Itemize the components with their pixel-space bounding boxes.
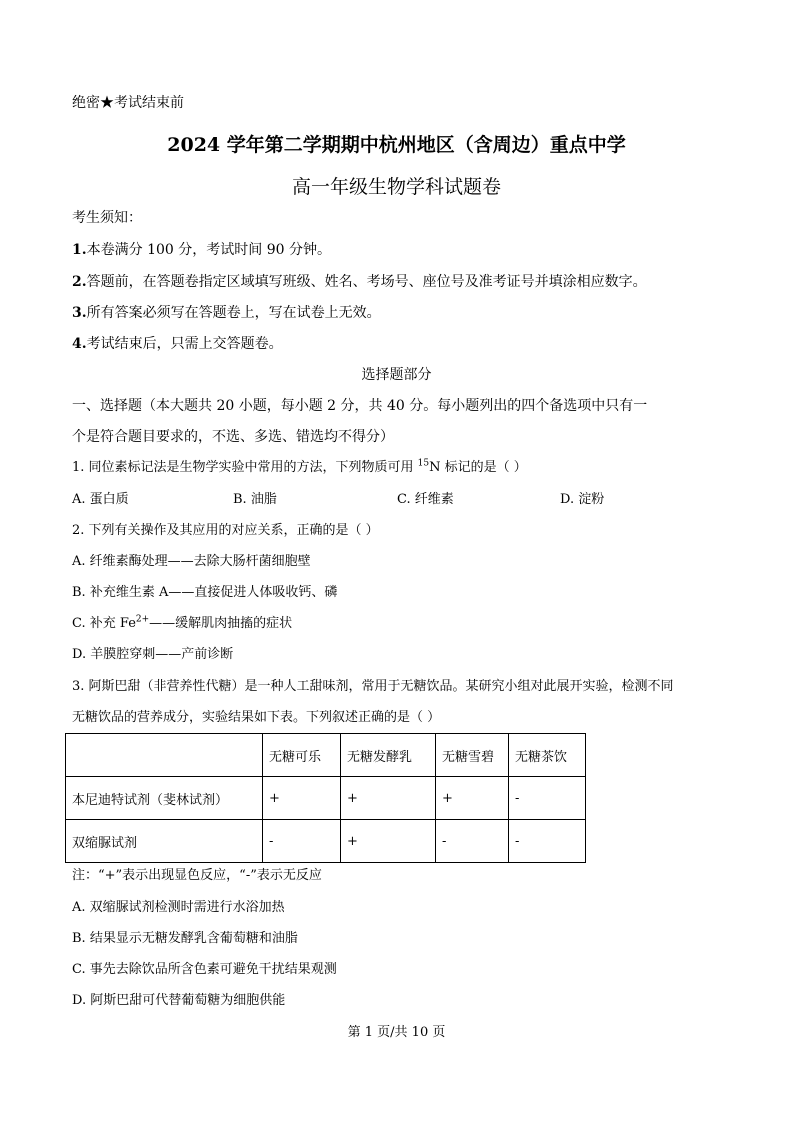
- table-cell: +: [341, 820, 436, 863]
- table-cell: -: [509, 820, 586, 863]
- question-1-option-a: A. 蛋白质: [72, 492, 129, 507]
- table-header-cell: 无糖茶饮: [509, 734, 586, 777]
- question-3-stem-line-2: 无糖饮品的营养成分，实验结果如下表。下列叙述正确的是（ ）: [72, 710, 441, 725]
- notice-item-number: 1.: [72, 242, 87, 258]
- table-row: [66, 777, 586, 820]
- notice-item-text: 所有答案必须写在答题卷上，写在试卷上无效。: [86, 305, 381, 321]
- notice-heading: 考生须知：: [72, 210, 142, 226]
- table-header-cell: 无糖发酵乳: [341, 734, 436, 777]
- table-cell: +: [436, 777, 509, 820]
- question-2-option-c: [72, 614, 292, 634]
- notice-item-4: [72, 334, 283, 354]
- table-note: 注：“+”表示出现显色反应，“-”表示无反应: [72, 868, 322, 883]
- table-cell: 本尼迪特试剂（斐林试剂）: [66, 777, 263, 820]
- table-header-cell: [66, 734, 263, 777]
- notice-item-number: 2.: [72, 274, 87, 290]
- question-1-option-c: C. 纤维素: [397, 492, 454, 507]
- question-2-option-b: B. 补充维生素 A——直接促进人体吸收钙、磷: [72, 585, 338, 600]
- question-3-option-c: C. 事先去除饮品所含色素可避免干扰结果观测: [72, 962, 337, 977]
- notice-item-number: 4.: [72, 336, 87, 352]
- notice-item-number: 3.: [72, 305, 87, 321]
- question-2-stem: 2. 下列有关操作及其应用的对应关系，正确的是（ ）: [72, 523, 379, 538]
- ion-charge: 2+: [135, 614, 150, 625]
- page-number: 第 1 页/共 10 页: [347, 1025, 446, 1040]
- section-intro-line-2: 个是符合题目要求的，不选、多选、错选均不得分）: [72, 429, 394, 445]
- table-cell: +: [263, 777, 341, 820]
- isotope-mass-number: 15: [417, 458, 430, 469]
- question-2-option-d: D. 羊膜腔穿刺——产前诊断: [72, 647, 234, 662]
- table-cell: -: [263, 820, 341, 863]
- question-1-stem: [72, 458, 527, 478]
- question-2-option-c-text: C. 补充 Fe: [72, 616, 136, 631]
- table-row: [66, 820, 586, 863]
- question-2-option-a: A. 纤维素酶处理——去除大肠杆菌细胞壁: [72, 554, 311, 569]
- table-header-cell: 无糖可乐: [263, 734, 341, 777]
- table-cell: -: [509, 777, 586, 820]
- table-cell: +: [341, 777, 436, 820]
- section-intro-line-1: 一、选择题（本大题共 20 小题，每小题 2 分，共 40 分。每小题列出的四个备选项中只有一: [72, 398, 648, 414]
- question-2-option-c-end: ——缓解肌肉抽搐的症状: [149, 616, 293, 631]
- notice-item-3: [72, 303, 381, 323]
- table-header-cell: 无糖雪碧: [436, 734, 509, 777]
- notice-item-2: [72, 272, 647, 292]
- notice-item-text: 考试结束后，只需上交答题卷。: [86, 336, 283, 352]
- question-3-option-a: A. 双缩脲试剂检测时需进行水浴加热: [72, 900, 285, 915]
- notice-item-text: 本卷满分 100 分，考试时间 90 分钟。: [86, 242, 331, 258]
- question-3-stem-line-1: 3. 阿斯巴甜（非营养性代糖）是一种人工甜味剂，常用于无糖饮品。某研究小组对此展开实验，检测不同: [72, 679, 674, 694]
- question-1-option-d: D. 淀粉: [560, 492, 605, 507]
- question-3-option-d: D. 阿斯巴甜可代替葡萄糖为细胞供能: [72, 993, 286, 1008]
- question-3-option-b: B. 结果显示无糖发酵乳含葡萄糖和油脂: [72, 931, 298, 946]
- exam-title: 2024 学年第二学期期中杭州地区（含周边）重点中学: [167, 134, 626, 156]
- table-cell: 双缩脲试剂: [66, 820, 263, 863]
- confidential-label: 绝密★考试结束前: [72, 95, 184, 111]
- notice-item-text: 答题前，在答题卷指定区域填写班级、姓名、考场号、座位号及准考证号并填涂相应数字。: [86, 274, 647, 290]
- exam-subtitle: 高一年级生物学科试题卷: [291, 176, 501, 198]
- question-1-stem-text: 1. 同位素标记法是生物学实验中常用的方法，下列物质可用: [72, 460, 418, 475]
- table-header-row: [66, 734, 586, 777]
- table-cell: -: [436, 820, 509, 863]
- notice-item-1: [72, 240, 331, 260]
- section-heading: 选择题部分: [361, 367, 432, 383]
- question-1-stem-end: N 标记的是（ ）: [429, 460, 527, 475]
- question-1-option-b: B. 油脂: [233, 492, 277, 507]
- results-table: [65, 733, 586, 863]
